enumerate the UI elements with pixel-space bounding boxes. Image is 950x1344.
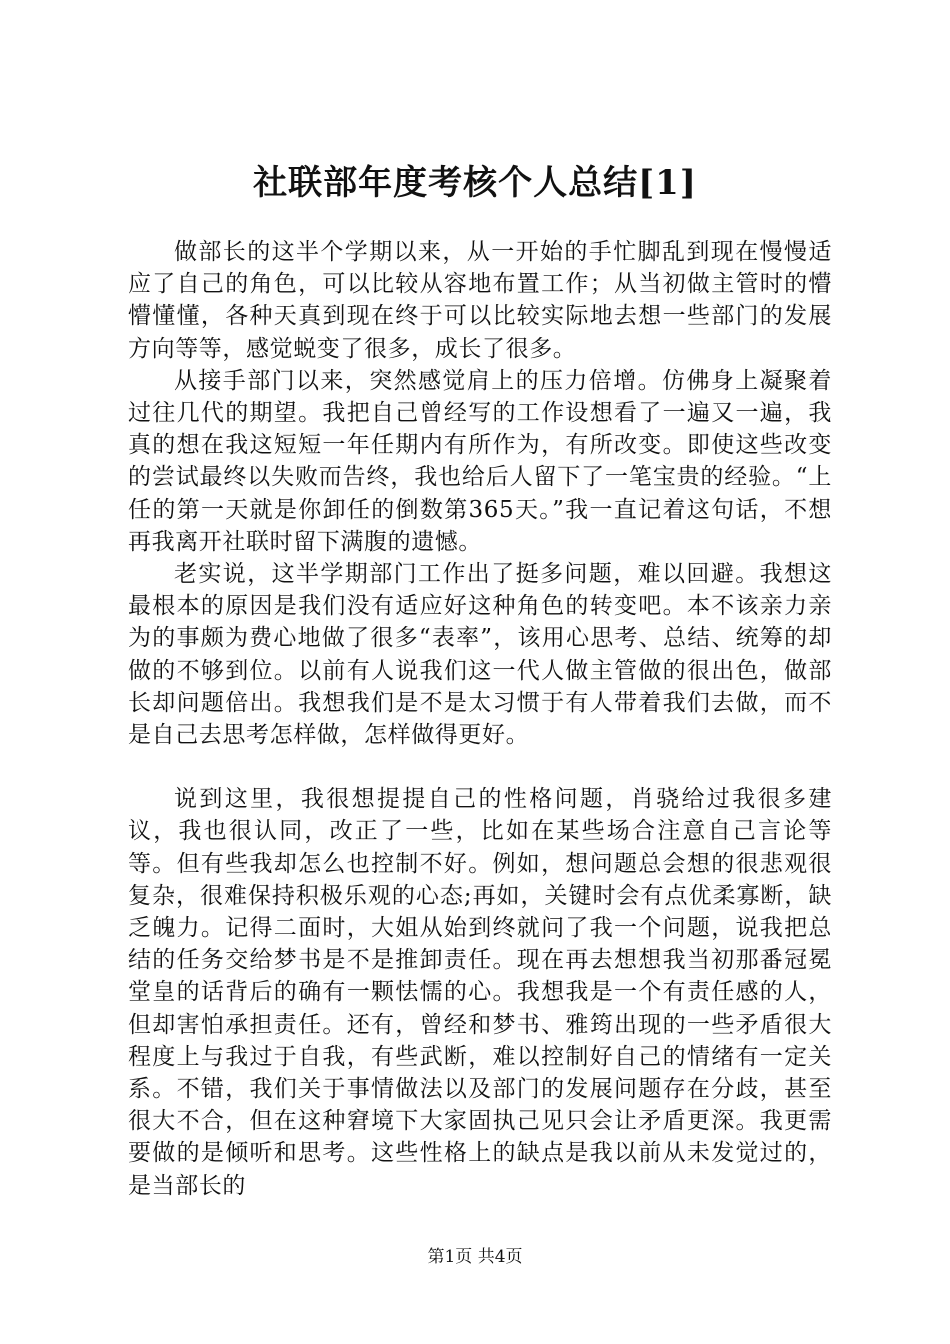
page-footer: 第1页 共4页 <box>427 1247 523 1267</box>
paragraph: 做部长的这半个学期以来，从一开始的手忙脚乱到现在慢慢适应了自己的角色，可以比较从容地布置工作；从当初做主管时的懵懵懂懂，各种天真到现在终于可以比较实际地去想一些部门的发展方向等等，感觉蜕变了很多，成长了很多。 <box>128 239 832 362</box>
paragraph: 老实说，这半学期部门工作出了挺多问题，难以回避。我想这最根本的原因是我们没有适应好这种角色的转变吧。本不该亲力亲为的事颇为费心地做了很多“表率”，该用心思考、总结、统筹的却做的不够到位。以前有人说我们这一代人做主管做的很出色，做部长却问题倍出。我想我们是不是太习惯于有人带着我们去做，而不是自己去思考怎样做，怎样做得更好。 <box>128 561 832 749</box>
document-body <box>128 236 832 1202</box>
paragraph: 说到这里，我很想提提自己的性格问题，肖骁给过我很多建议，我也很认同，改正了一些，比如在某些场合注意自己言论等等。但有些我却怎么也控制不好。例如，想问题总会想的很悲观很复杂，很难保持积极乐观的心态;再如，关键时会有点优柔寡断，缺乏魄力。记得二面时，大姐从始到终就问了我一个问题，说我把总结的任务交给梦书是不是推卸责任。现在再去想想我当初那番冠冕堂皇的话背后的确有一颗怯懦的心。我想我是一个有责任感的人，但却害怕承担责任。还有，曾经和梦书、雅筠出现的一些矛盾很大程度上与我过于自我，有些武断，难以控制好自己的情绪有一定关系。不错，我们关于事情做法以及部门的发展问题存在分歧，甚至很大不合，但在这种窘境下大家固执己见只会让矛盾更深。我更需要做的是倾听和思考。这些性格上的缺点是我以前从未发觉过的，是当部长的 <box>128 786 832 1199</box>
paragraph: 从接手部门以来，突然感觉肩上的压力倍增。仿佛身上凝聚着过往几代的期望。我把自己曾经写的工作设想看了一遍又一遍，我真的想在我这短短一年任期内有所作为，有所改变。即使这些改变的尝试最终以失败而告终，我也给后人留下了一笔宝贵的经验。“上任的第一天就是你卸任的倒数第365天。”我一直记着这句话，不想再我离开社联时留下满腹的遗憾。 <box>128 367 832 555</box>
document-title: 社联部年度考核个人总结[1] <box>253 163 697 203</box>
